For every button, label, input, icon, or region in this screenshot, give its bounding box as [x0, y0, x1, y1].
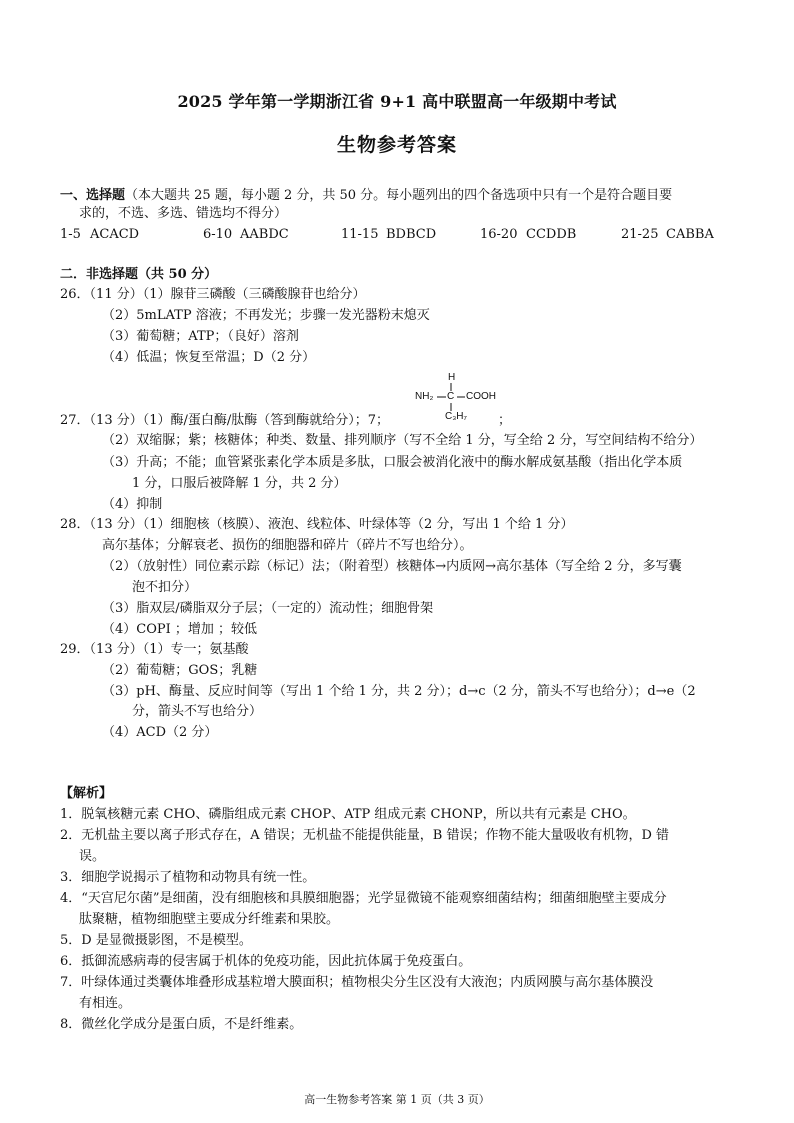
answer-line: （3）升高；不能；血管紧张素化学本质是多肽，口服会被消化液中的酶水解成氨基酸（指出化学本质	[102, 455, 683, 470]
analysis-line: 8．微丝化学成分是蛋白质，不是纤维素。	[60, 1017, 303, 1032]
answer-range: 6-10	[203, 227, 233, 242]
formula-amino-group: NH₂	[415, 391, 434, 402]
answer-value: ACACD	[90, 227, 140, 242]
analysis-line: 7．叶绿体通过类囊体堆叠形成基粒增大膜面积；植物根尖分生区没有大液泡；内质网膜与高尔基体膜没	[60, 975, 654, 990]
analysis-line: 1．脱氧核糖元素 CHO、磷脂组成元素 CHOP、ATP 组成元素 CHONP，所以共有元素是 CHO。	[60, 807, 636, 822]
exam-title: 2025 学年第一学期浙江省 9+1 高中联盟高一年级期中考试	[177, 92, 617, 111]
answer-line: 1 分，口服后被降解 1 分，共 2 分）	[132, 476, 347, 491]
analysis-line: 5．D 是显微摄影图，不是模型。	[60, 933, 252, 948]
analysis-line: 有相连。	[79, 996, 132, 1011]
analysis-line: 肽聚糖，植物细胞壁主要成分纤维素和果胶。	[79, 912, 340, 927]
answer-value: CCDDB	[526, 227, 577, 242]
answer-line: 泡不扣分）	[132, 580, 198, 595]
answer-range: 1-5	[60, 227, 81, 242]
answer-line: （2）双缩脲；紫；核糖体；种类、数量、排列顺序（写不全给 1 分，写全给 2 分，写空间结构不给分）	[102, 433, 703, 448]
section-two-heading: 二．非选择题（共 50 分）	[60, 267, 218, 282]
answer-line: （3）pH、酶量、反应时间等（写出 1 个给 1 分，共 2 分）；d→c（2 分，箭头不写也给分）；d→e（2	[102, 684, 696, 699]
section-one-heading: 一、选择题	[60, 188, 126, 203]
formula-hydrogen: H	[448, 372, 456, 383]
answer-line: （4）低温；恢复至常温；D（2 分）	[102, 350, 316, 365]
answer-range: 11-15	[341, 227, 379, 242]
answer-value: BDBCD	[386, 227, 437, 242]
answer-line: （4）ACD（2 分）	[102, 725, 218, 740]
answer-line: 28．（13 分）（1）细胞核（核膜）、液泡、线粒体、叶绿体等（2 分，写出 1 个给 1 分）	[60, 517, 574, 532]
answer-key-title: 生物参考答案	[336, 134, 457, 156]
amino-acid-structural-formula	[415, 372, 505, 424]
answer-line: 29．（13 分）（1）专一；氨基酸	[60, 642, 249, 657]
analysis-line: 3．细胞学说揭示了植物和动物具有统一性。	[60, 870, 316, 885]
answer-line: （3）葡萄糖；ATP；（良好）溶剂	[102, 329, 299, 344]
answer-value: AABDC	[240, 227, 289, 242]
answer-line: 26．（11 分）（1）腺苷三磷酸（三磷酸腺苷也给分）	[60, 287, 366, 302]
answer-line: （2）葡萄糖；GOS；乳糖	[102, 663, 258, 678]
answer-line: （2）5mLATP 溶液；不再发光；步骤一发光器粉末熄灭	[102, 308, 430, 323]
analysis-line: 6．抵御流感病毒的侵害属于机体的免疫功能，因此抗体属于免疫蛋白。	[60, 954, 472, 969]
choice-answer-row	[60, 227, 740, 245]
answer-line: （2）（放射性）同位素示踪（标记）法；（附着型）核糖体→内质网→高尔基体（写全给 2 分，多写囊	[102, 559, 682, 574]
answer-range: 16-20	[480, 227, 518, 242]
section-one-desc: （本大题共 25 题，每小题 2 分，共 50 分。每小题列出的四个备选项中只有一个是符合题目要	[125, 188, 673, 203]
section-one-desc-cont: 求的，不选、多选、错选均不得分）	[79, 206, 288, 221]
formula-r-group: C₃H₇	[445, 411, 467, 422]
answer-line: （4）COPI ；增加 ；较低	[102, 622, 258, 637]
page-footer: 高一生物参考答案 第 1 页（共 3 页）	[304, 1093, 490, 1106]
section-one-intro	[60, 187, 672, 205]
analysis-line: 误。	[79, 849, 106, 864]
formula-alpha-carbon: C	[447, 391, 455, 402]
answer-line: （3）脂双层/磷脂双分子层；（一定的）流动性；细胞骨架	[102, 601, 434, 616]
analysis-line: 4．“天宫尼尔菌”是细菌，没有细胞核和具膜细胞器；光学显微镜不能观察细菌结构；细菌细胞壁主要成分	[60, 891, 667, 906]
answer-range: 21-25	[621, 227, 659, 242]
formula-carboxyl-group: COOH	[466, 391, 496, 402]
analysis-heading: 【解析】	[60, 786, 113, 801]
answer-line: 高尔基体；分解衰老、损伤的细胞器和碎片（碎片不写也给分）。	[102, 538, 473, 553]
answer-line: 分，箭头不写也给分）	[132, 704, 263, 719]
answer-value: CABBA	[666, 227, 714, 242]
analysis-line: 2．无机盐主要以离子形式存在，A 错误；无机盐不能提供能量，B 错误；作物不能大量吸收有机物，D 错	[60, 828, 670, 843]
answer-line: ；	[498, 413, 512, 428]
answer-line: 27．（13 分）（1）酶/蛋白酶/肽酶（答到酶就给分）；7；	[60, 413, 390, 428]
answer-line: （4）抑制	[102, 497, 163, 512]
